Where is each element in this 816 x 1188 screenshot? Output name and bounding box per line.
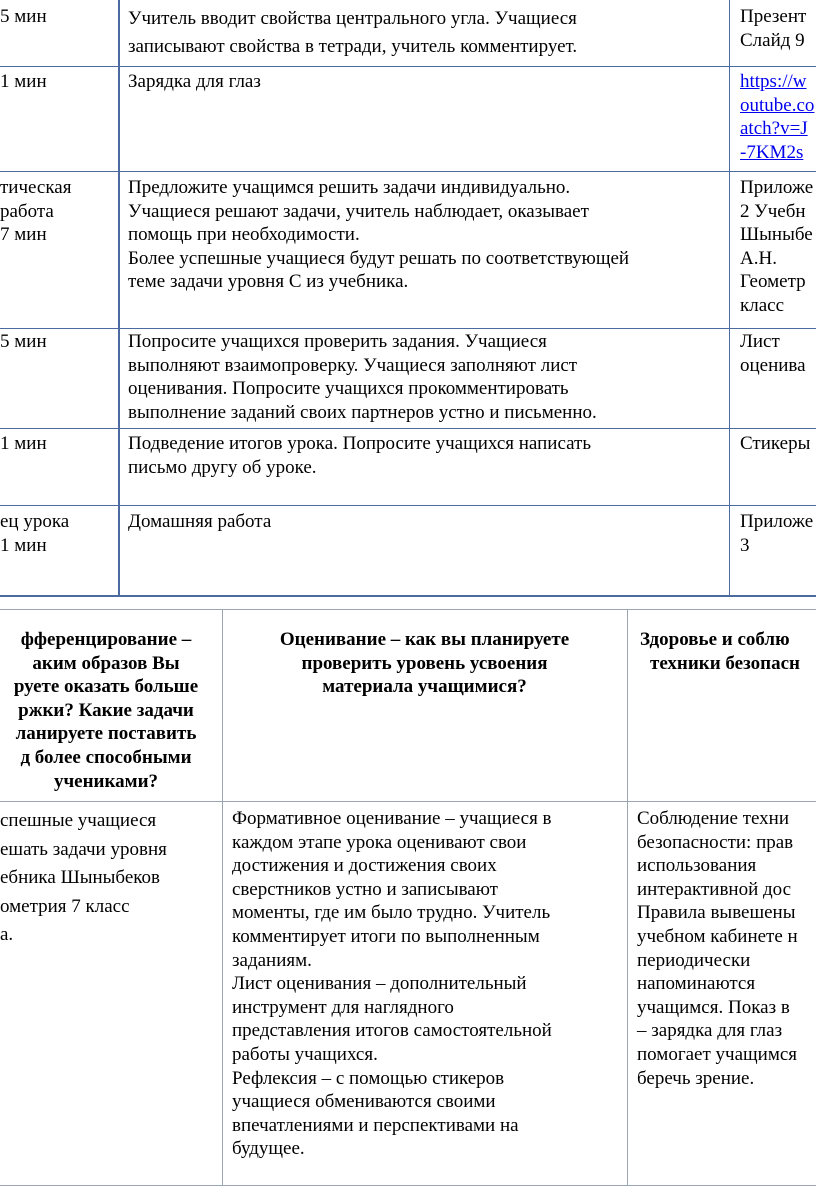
video-link[interactable]: [740, 70, 814, 164]
differentiation-text: спешные учащиеся ешать задачи уровня ебника Шыныбеков ометрия 7 класс а.: [0, 810, 167, 945]
activity-cell: Предложите учащимся решить задачи индивидуально. Учащиеся решают задачи, учитель наблюдает, оказывает помощь при необходимости. Более успешные учащиеся будут решать по соответствующей теме задачи уровня С из учебника.: [128, 177, 630, 293]
column-divider: [627, 609, 628, 1186]
video-link-line[interactable]: atch?v=J: [740, 118, 808, 140]
resource-cell: Приложе 2 Учебн Шыныбе А.Н. Геометр класс: [740, 177, 814, 316]
resource-cell: Стикеры: [740, 433, 811, 454]
time-cell: 5 мин: [0, 331, 47, 352]
table-top-border: [0, 609, 816, 610]
resource-cell: Приложе 3: [740, 511, 814, 556]
time-cell: 5 мин: [0, 6, 47, 27]
health-text: Соблюдение техни безопасности: прав использования интерактивной дос Правила вывешены учебном кабинете н периодически напоминаются учащимся. Показ в – зарядка для глаз помогает учащимся беречь зрение.: [637, 808, 798, 1089]
activity-cell: Учитель вводит свойства центрального угла. Учащиеся записывают свойства в тетради, учитель комментирует.: [128, 8, 578, 57]
activity-cell: Домашняя работа: [128, 511, 272, 532]
column-divider: [118, 0, 120, 596]
video-link-line[interactable]: -7KM2s: [740, 141, 804, 163]
column-divider: [729, 0, 730, 596]
table-bottom-border: [0, 1185, 816, 1186]
video-link-line[interactable]: outube.co: [740, 94, 815, 116]
video-link-line[interactable]: https://w: [740, 71, 807, 92]
time-cell: 1 мин: [0, 71, 47, 92]
time-cell: ец урока 1 мин: [0, 511, 70, 556]
differentiation-header: фференцирование – аким образов Вы руете оказать больше ржки? Какие задачи ланируете поставить д более способными учениками?: [13, 629, 199, 792]
resource-cell: Презент Слайд 9: [740, 6, 807, 51]
activity-cell: Подведение итогов урока. Попросите учащихся написать письмо другу об уроке.: [128, 433, 592, 478]
table-bottom-border: [0, 595, 816, 597]
row-divider: [0, 328, 816, 329]
assessment-header: Оценивание – как вы планируете проверить уровень усвоения материала учащимися?: [279, 629, 570, 698]
row-divider: [0, 66, 816, 67]
time-cell: 1 мин: [0, 433, 47, 454]
assessment-text: Формативное оценивание – учащиеся в каждом этапе урока оценивают свои достижения и достижения своих сверстников устно и записывают моменты, где им было трудно. Учитель комментирует итоги по выполненным заданиям. Лист оценивания – дополнительный инструмент для наглядного представления итогов самостоятельной работы учащихся. Рефлексия – с помощью стикеров учащиеся обмениваются своими впечатлениями и перспективами на будущее.: [232, 808, 552, 1160]
row-divider: [0, 505, 816, 506]
health-header: Здоровье и соблю техники безопасн: [640, 629, 800, 674]
activity-cell: Попросите учащихся проверить задания. Учащиеся выполняют взаимопроверку. Учащиеся заполняют лист оценивания. Попросите учащихся прокомментировать выполнение заданий своих партнеров устно и письменно.: [128, 331, 597, 423]
activity-cell: Зарядка для глаз: [128, 71, 261, 92]
header-divider: [0, 801, 816, 802]
resource-cell: Лист оценива: [740, 331, 806, 376]
row-divider: [0, 171, 816, 172]
row-divider: [0, 428, 816, 429]
time-cell: тическая работа 7 мин: [0, 177, 72, 246]
